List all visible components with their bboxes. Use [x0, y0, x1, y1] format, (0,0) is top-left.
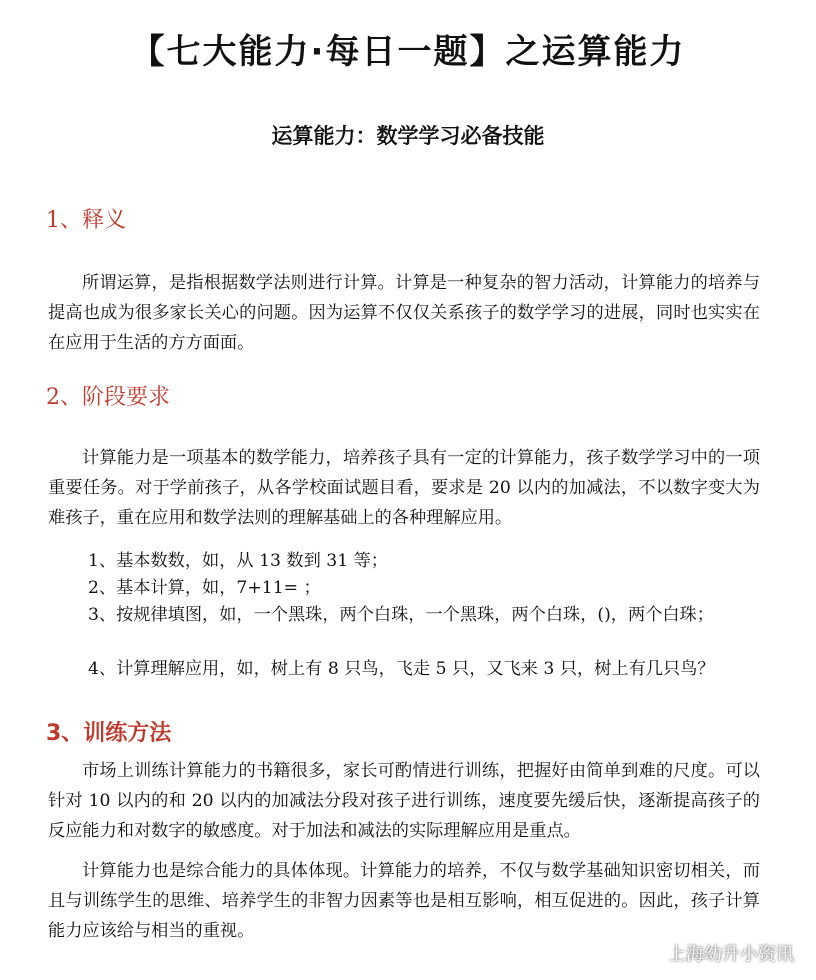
- section-paragraph: 所谓运算，是指根据数学法则进行计算。计算是一种复杂的智力活动，计算能力的培养与提高也成为很多家长关心的问题。因为运算不仅仅关系孩子的数学学习的进展，同时也实实在在应用于生活的方方面面。: [48, 273, 760, 353]
- section-heading-stage-requirements: 2、阶段要求: [46, 385, 170, 410]
- wechat-icon: [630, 940, 660, 966]
- section-heading-training-methods: 3、训练方法: [46, 721, 172, 746]
- section-heading-definition: 1、释义: [46, 208, 126, 233]
- list-item: 4、计算理解应用，如，树上有 8 只鸟，飞走 5 只，又飞来 3 只，树上有几只鸟？: [88, 659, 715, 679]
- section-paragraph: 计算能力也是综合能力的具体体现。计算能力的培养，不仅与数学基础知识密切相关，而且与训练学生的思维、培养学生的非智力因素等也是相互影响，相互促进的。因此，孩子计算能力应该给与相当的重视。: [48, 861, 760, 941]
- section-paragraph: 市场上训练计算能力的书籍很多，家长可酌情进行训练，把握好由简单到难的尺度。可以针对 10 以内的和 20 以内的加减法分段对孩子进行训练，速度要先缓后快，逐渐提高孩子的反应能力和对数字的敏感度。对于加法和减法的实际理解应用是重点。: [48, 761, 760, 841]
- watermark: [630, 940, 794, 966]
- list-item: 3、按规律填图，如，一个黑珠，两个白珠，一个黑珠，两个白珠，()，两个白珠；: [88, 605, 714, 625]
- document-subtitle: 运算能力：数学学习必备技能: [271, 124, 545, 148]
- list-item: 2、基本计算，如，7+11= ；: [88, 578, 321, 598]
- watermark-text: 上海幼升小资讯: [668, 944, 794, 965]
- section-paragraph: 计算能力是一项基本的数学能力，培养孩子具有一定的计算能力，孩子数学学习中的一项重要任务。对于学前孩子，从各学校面试题目看，要求是 20 以内的加减法，不以数字变大为难孩子，重在应用和数学法则的理解基础上的各种理解应用。: [48, 448, 760, 528]
- document-title: 【七大能力·每日一题】之运算能力: [130, 32, 686, 72]
- list-item: 1、基本数数，如，从 13 数到 31 等；: [88, 551, 388, 571]
